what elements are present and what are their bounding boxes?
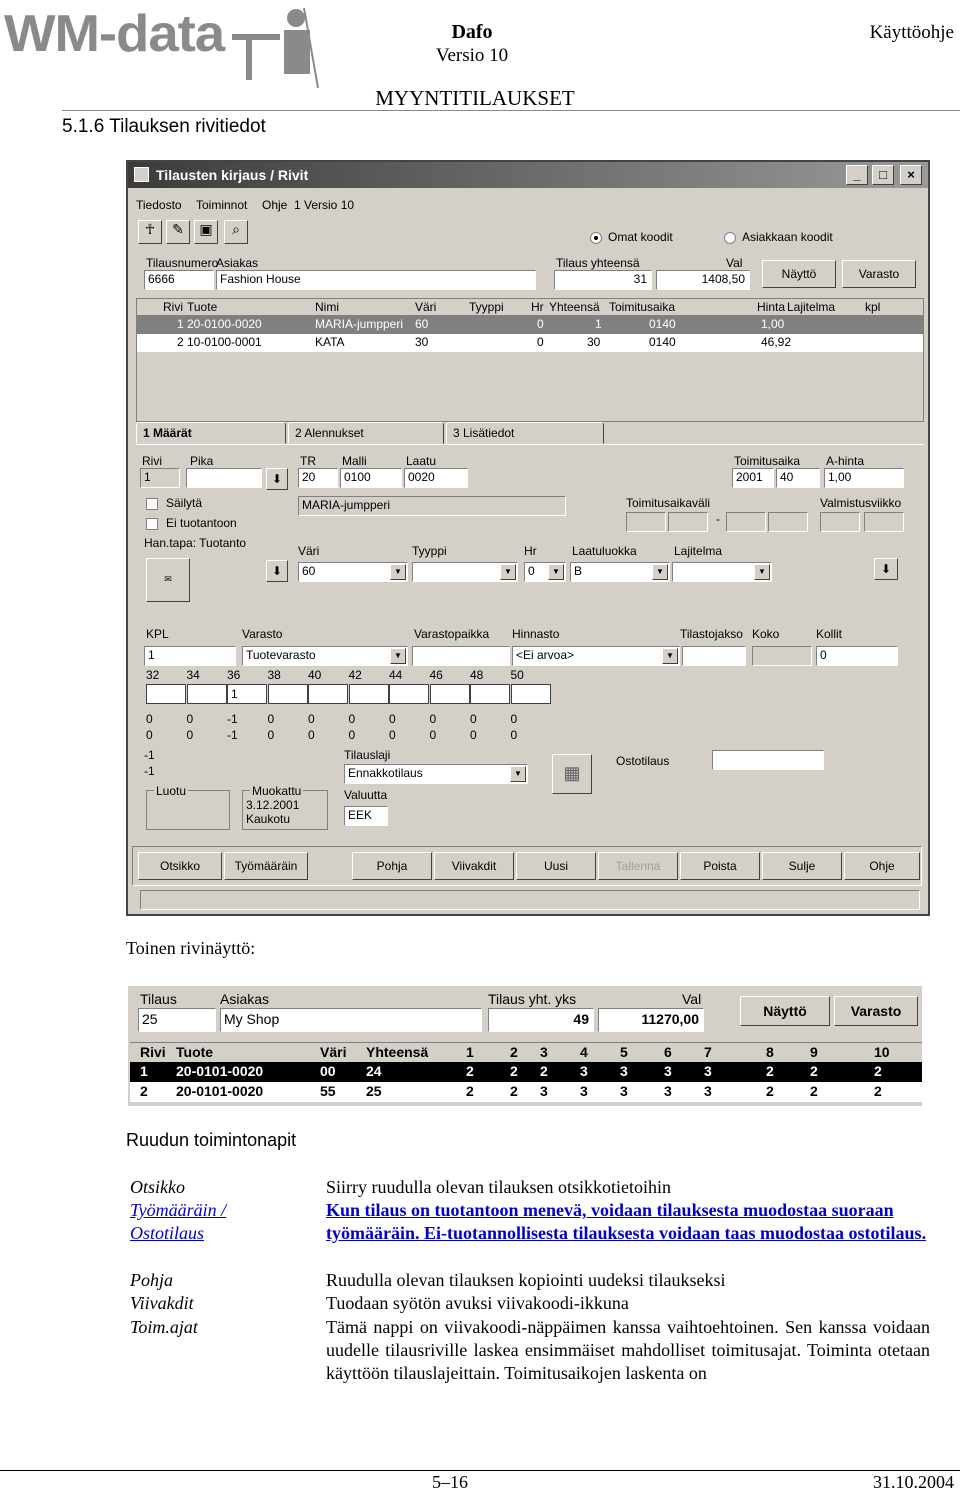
col-tuote: Tuote (187, 300, 218, 314)
grid2-cell: Väri (320, 1044, 347, 1060)
grid2-cell: 7 (704, 1044, 712, 1060)
col-lajitelma: Lajitelma (787, 300, 836, 314)
lajitelma-label: Lajitelma (674, 544, 723, 558)
vari-value: 60 (302, 564, 316, 578)
col-rivi: Rivi (163, 300, 183, 314)
poista-button[interactable]: Poista (680, 852, 760, 880)
grid2-cell: Tuote (176, 1044, 214, 1060)
grid2-cell: 3 (664, 1063, 672, 1079)
size-cell: 46 (429, 668, 443, 682)
size-cell: 0 (267, 712, 275, 726)
sailyta-label: Säilytä (166, 496, 203, 510)
lajitelma-dropdown[interactable] (672, 562, 772, 582)
ostotilaus-field[interactable] (712, 750, 824, 770)
person-icon[interactable]: ☥ (138, 220, 162, 244)
tilauslaji-dropdown[interactable] (344, 764, 528, 784)
tyomaarain-button[interactable]: Työmääräin (224, 852, 308, 880)
grid2-row-2[interactable] (130, 1082, 922, 1102)
size-cell: 0 (348, 712, 356, 726)
ei-tuotantoon-label: Ei tuotantoon (166, 516, 237, 530)
chevron-down-icon: ▼ (662, 648, 678, 664)
maximize-button[interactable]: □ (872, 165, 894, 185)
grid2-cell: 3 (540, 1044, 548, 1060)
toimitusaika-year-field[interactable]: 2001 (732, 468, 774, 488)
cell: 20-0100-0020 (187, 317, 262, 331)
grid2-cell: 1 (140, 1063, 148, 1079)
ei-tuotantoon-checkbox[interactable] (146, 518, 158, 530)
app-icon (134, 167, 149, 182)
grid2-cell: 2 (540, 1063, 548, 1079)
pika-field[interactable] (186, 468, 262, 488)
grid2-cell: 6 (664, 1044, 672, 1060)
laatuluokka-label: Laatuluokka (572, 544, 637, 558)
viivakdit-button[interactable]: Viivakdit (434, 852, 514, 880)
muokattu-date: 3.12.2001 (246, 798, 300, 812)
col-kpl: kpl (865, 300, 881, 314)
size-cell: 0 (389, 712, 396, 726)
grid2-cell: 25 (366, 1083, 382, 1099)
download-arrow-icon[interactable]: ⬇ (266, 468, 288, 490)
rows-grid[interactable] (136, 298, 924, 422)
size-cell: 0 (429, 728, 437, 742)
malli-field[interactable]: 0100 (340, 468, 402, 488)
size-qty-cell[interactable] (268, 684, 308, 704)
size-qty-cell[interactable] (470, 684, 510, 704)
toimitusaikavali-4 (768, 512, 808, 532)
valuutta-field[interactable]: EEK (344, 806, 388, 826)
second-view-panel (128, 986, 922, 1106)
window-title: Tilausten kirjaus / Rivit (156, 167, 309, 183)
doc-type: Käyttöohje (869, 22, 954, 43)
desc-tyomaarain[interactable]: Kun tilaus on tuotantoon menevä, voidaan tilauksesta muodostaa suoraan työmääräin. Ei-tuotannollisesta tilauksesta voidaan taas muodostaa ostotilaus. (326, 1200, 927, 1243)
tyyppi-label: Tyyppi (412, 544, 447, 558)
size-cell: 0 (186, 712, 194, 726)
varasto-label: Varasto (242, 627, 283, 641)
term-viivakdit: Viivakdit (130, 1293, 194, 1313)
valmistusviikko-label: Valmistusviikko (820, 496, 902, 510)
footer-rule (0, 1470, 960, 1471)
section-title: MYYNTITILAUKSET (375, 86, 575, 110)
vari-dropdown[interactable] (298, 562, 408, 582)
grid2-cell: 2 (810, 1063, 818, 1079)
size-cell: 0 (267, 728, 275, 742)
grid2-cell: 3 (620, 1083, 628, 1099)
tilauslaji-label: Tilauslaji (344, 748, 391, 762)
size-cell: 0 (429, 712, 437, 726)
laatuluokka-value: B (574, 564, 583, 578)
negative-1: -1 (144, 748, 155, 762)
grid2-cell: 2 (140, 1083, 148, 1099)
val-field-2: 11270,00 (598, 1008, 704, 1032)
size-qty-cell[interactable] (389, 684, 429, 704)
cell: KATA (315, 335, 345, 349)
download-arrow-icon[interactable]: ⬇ (874, 558, 898, 580)
grid2-cell: 3 (580, 1063, 588, 1079)
tilaus-stamp-icon[interactable]: ✉ (146, 558, 190, 602)
rivi-label: Rivi (142, 454, 162, 468)
tilaus-label: Tilaus (140, 991, 177, 1007)
malli-label: Malli (342, 454, 367, 468)
cell: 0 (537, 335, 544, 349)
tab-maarat[interactable]: 1 Määrät (136, 422, 286, 444)
cell: 46,92 (761, 335, 792, 349)
logo-figure-icon (226, 4, 320, 90)
tallenna-button[interactable]: Tallenna (598, 852, 678, 880)
laatu-field[interactable]: 0020 (404, 468, 468, 488)
ostotilaus-label: Ostotilaus (616, 754, 670, 768)
stock-button[interactable]: Varasto (842, 260, 916, 288)
valmistusviikko-1 (820, 512, 860, 532)
varastopaikka-field[interactable] (412, 646, 510, 666)
size-qty-cell[interactable] (146, 684, 186, 704)
chevron-down-icon: ▼ (754, 564, 770, 580)
col-hinta: Hinta (757, 300, 786, 314)
close-button[interactable]: × (900, 165, 922, 185)
cell: 60 (415, 317, 429, 331)
laatuluokka-dropdown[interactable] (570, 562, 670, 582)
toimitusaika-week-field[interactable]: 40 (776, 468, 820, 488)
desc-viivakdit: Tuodaan syötön avuksi viivakoodi-ikkuna (326, 1293, 629, 1313)
grid2-cell: 2 (466, 1063, 474, 1079)
tilaus-field[interactable]: 25 (138, 1008, 216, 1032)
cell: MARIA-jumpperi (315, 317, 404, 331)
total-field: 31 (554, 270, 652, 290)
total-field-2: 49 (488, 1008, 594, 1032)
product-name: Dafo (451, 21, 493, 43)
order-no-field[interactable]: 6666 (144, 270, 214, 290)
grid-row-1[interactable] (137, 316, 923, 334)
tab-alennukset[interactable]: 2 Alennukset (288, 422, 444, 444)
toimitusaikavali-2 (668, 512, 708, 532)
show-button-2[interactable]: Näyttö (740, 996, 830, 1026)
size-cell: 50 (510, 668, 524, 682)
total-label-2: Tilaus yht. yks (488, 991, 577, 1007)
grid-row-2[interactable] (137, 334, 923, 352)
grid2-cell: 1 (466, 1044, 474, 1060)
grid2-cell: Yhteensä (366, 1044, 429, 1060)
grid2-cell: 9 (810, 1044, 818, 1060)
product-name-field: MARIA-jumpperi (298, 496, 566, 516)
kpl-field[interactable]: 1 (144, 646, 236, 666)
size-cell: -1 (227, 712, 238, 726)
kpl-label: KPL (146, 627, 169, 641)
cell: 0140 (649, 335, 676, 349)
page-number: 5–16 (432, 1472, 468, 1492)
size-cell: -1 (227, 728, 238, 742)
pohja-button[interactable]: Pohja (352, 852, 432, 880)
size-cell: 44 (389, 668, 403, 682)
size-cell: 0 (389, 728, 396, 742)
tr-label: TR (300, 454, 316, 468)
term-pohja: Pohja (130, 1270, 173, 1290)
kollit-label: Kollit (816, 627, 843, 641)
grid2-row-1[interactable] (130, 1062, 922, 1082)
size-cell: 0 (348, 728, 356, 742)
own-codes-radio[interactable] (590, 232, 602, 244)
grid2-cell: Rivi (140, 1044, 166, 1060)
col-vari: Väri (415, 300, 437, 314)
grid2-cell: 3 (664, 1083, 672, 1099)
cell: 0 (537, 317, 544, 331)
grid2-cell: 3 (580, 1083, 588, 1099)
grid2-cell: 2 (874, 1063, 882, 1079)
chevron-down-icon: ▼ (390, 648, 406, 664)
cell: 10-0100-0001 (187, 335, 262, 349)
toimitusaikavali-label: Toimitusaikaväli (626, 496, 711, 510)
term-tyomaarain[interactable]: Työmääräin / (130, 1200, 227, 1220)
varasto-dropdown[interactable] (242, 646, 408, 666)
order-rows-window (126, 160, 930, 916)
cell: 1,00 (761, 317, 785, 331)
size-qty-cell[interactable] (187, 684, 227, 704)
grid2-cell: 4 (580, 1044, 588, 1060)
show-button[interactable]: Näyttö (762, 260, 836, 288)
grid2-cell: 3 (704, 1083, 712, 1099)
asiakas-label: Asiakas (220, 991, 270, 1007)
customer-codes-label: Asiakkaan koodit (742, 230, 833, 244)
customer-field[interactable]: Fashion House (216, 270, 536, 290)
grid2-cell: 55 (320, 1083, 336, 1099)
range-dash: - (716, 512, 720, 526)
header-rule (62, 110, 960, 111)
size-cell: 42 (348, 668, 362, 682)
size-qty-cell[interactable]: 1 (227, 684, 267, 704)
grid2-cell: 20-0101-0020 (176, 1083, 264, 1099)
currency-value-field: 1408,50 (656, 270, 750, 290)
toimitusaika-label: Toimitusaika (734, 454, 801, 468)
size-qty-cell[interactable] (430, 684, 470, 704)
grid2-cell: 3 (704, 1063, 712, 1079)
term-ostotilaus[interactable]: Ostotilaus (130, 1223, 205, 1243)
size-matrix (146, 668, 556, 748)
own-codes-label: Omat koodit (608, 230, 673, 244)
koko-field (752, 646, 812, 666)
customer-codes-radio[interactable] (724, 232, 736, 244)
buttons-section-title: Ruudun toimintonapit (126, 1130, 297, 1150)
hinnasto-value: <Ei arvoa> (516, 648, 575, 662)
hr-value: 0 (528, 564, 535, 578)
grid2-cell: 2 (466, 1083, 474, 1099)
size-cell: 32 (146, 668, 160, 682)
desc-otsikko: Siirry ruudulla olevan tilauksen otsikkotietoihin (326, 1177, 671, 1197)
uusi-button[interactable]: Uusi (516, 852, 596, 880)
muokattu-user: Kaukotu (246, 812, 291, 826)
order-no-label: Tilausnumero (146, 256, 219, 270)
note-icon[interactable]: ✎ (166, 220, 190, 244)
size-cell: 36 (227, 668, 241, 682)
koko-label: Koko (752, 627, 780, 641)
section-heading: 5.1.6 Tilauksen rivitiedot (62, 116, 266, 137)
menu-tiedosto[interactable]: Tiedosto (136, 198, 182, 212)
hr-dropdown[interactable] (524, 562, 566, 582)
size-cell: 0 (510, 728, 518, 742)
second-view-title: Toinen rivinäyttö: (126, 938, 256, 958)
negative-2: -1 (144, 764, 155, 778)
pika-label: Pika (190, 454, 214, 468)
hantapa-label: Han.tapa: Tuotanto (144, 536, 247, 550)
toimitusaikavali-1 (626, 512, 666, 532)
grid2-header (130, 1042, 922, 1062)
tab-lisatiedot[interactable]: 3 Lisätiedot (446, 422, 604, 444)
cell: 0140 (649, 317, 676, 331)
cell: 30 (415, 335, 429, 349)
otsikko-button[interactable]: Otsikko (138, 852, 222, 880)
grid2-cell: 2 (766, 1083, 774, 1099)
size-qty-cell[interactable] (511, 684, 551, 704)
menu-version[interactable]: 1 Versio 10 (294, 198, 355, 212)
grid2-cell: 3 (620, 1063, 628, 1079)
size-cell: 0 (308, 728, 315, 742)
size-cell: 0 (146, 712, 153, 726)
size-qty-cell[interactable] (308, 684, 348, 704)
rivi-field: 1 (140, 468, 180, 488)
grid2-cell: 2 (874, 1083, 882, 1099)
size-cell: 0 (186, 728, 194, 742)
size-cell: 40 (308, 668, 322, 682)
val-label-2: Val (682, 991, 702, 1007)
grid2-cell: 20-0101-0020 (176, 1063, 264, 1079)
grid2-cell: 8 (766, 1044, 774, 1060)
chevron-down-icon: ▼ (500, 564, 516, 580)
grid-layout-icon[interactable]: ▦ (552, 754, 592, 794)
grid2-cell: 2 (510, 1044, 518, 1060)
binoculars-icon[interactable]: ⌕ (224, 220, 248, 244)
grid-header (137, 299, 923, 316)
size-cell: 34 (186, 668, 200, 682)
wm-data-logo: WM-data (4, 5, 225, 63)
download-arrow-icon[interactable]: ⬇ (266, 560, 288, 582)
shirt-icon[interactable]: ▣ (194, 220, 218, 244)
col-nimi: Nimi (315, 300, 339, 314)
grid2-cell: 2 (766, 1063, 774, 1079)
menu-toiminnot[interactable]: Toiminnot (196, 198, 248, 212)
sulje-button[interactable]: Sulje (762, 852, 842, 880)
ahinta-field[interactable]: 1,00 (824, 468, 904, 488)
col-hr: Hr (531, 300, 544, 314)
col-tyyppi: Tyyppi (469, 300, 504, 314)
term-toimajat: Toim.ajat (130, 1317, 198, 1337)
chevron-down-icon: ▼ (510, 766, 526, 782)
col-yhteensa: Yhteensä (549, 300, 600, 314)
status-bar (140, 890, 920, 910)
col-toimitusaika: Toimitusaika (609, 300, 676, 314)
size-cell: 0 (146, 728, 153, 742)
kollit-field[interactable]: 0 (816, 646, 898, 666)
valuutta-label: Valuutta (344, 788, 388, 802)
minimize-button[interactable]: _ (846, 165, 868, 185)
grid-empty-area (137, 352, 923, 421)
hinnasto-label: Hinnasto (512, 627, 560, 641)
chevron-down-icon: ▼ (652, 564, 668, 580)
menu-ohje[interactable]: Ohje (262, 198, 288, 212)
grid2-cell: 00 (320, 1063, 336, 1079)
tilastojakso-field[interactable] (682, 646, 746, 666)
ahinta-label: A-hinta (826, 454, 865, 468)
grid2-cell: 2 (810, 1083, 818, 1099)
toimitusaikavali-3 (726, 512, 766, 532)
term-otsikko: Otsikko (130, 1177, 185, 1197)
stock-button-2[interactable]: Varasto (834, 996, 918, 1026)
sailyta-checkbox[interactable] (146, 498, 158, 510)
tr-field[interactable]: 20 (298, 468, 338, 488)
cell: 1 (595, 317, 602, 331)
grid2-cell: 10 (874, 1044, 890, 1060)
cell: 2 (177, 335, 184, 349)
vari-label: Väri (298, 544, 320, 558)
hr-label: Hr (524, 544, 537, 558)
footer-date: 31.10.2004 (873, 1472, 954, 1492)
muokattu-label: Muokattu (252, 784, 302, 798)
grid2-cell: 2 (510, 1063, 518, 1079)
customer-label: Asiakas (216, 256, 259, 270)
cell: 1 (177, 317, 184, 331)
tyyppi-dropdown[interactable] (412, 562, 518, 582)
size-cell: 0 (510, 712, 518, 726)
total-label: Tilaus yhteensä (556, 256, 640, 270)
grid2-cell: 2 (510, 1083, 518, 1099)
cell: 30 (587, 335, 601, 349)
grid2-cell: 24 (366, 1063, 382, 1079)
varastopaikka-label: Varastopaikka (414, 627, 490, 641)
valmistusviikko-2 (864, 512, 904, 532)
luotu-label: Luotu (156, 784, 187, 798)
size-cell: 38 (267, 668, 281, 682)
asiakas-field[interactable]: My Shop (220, 1008, 482, 1032)
desc-pohja: Ruudulla olevan tilauksen kopiointi uudeksi tilaukseksi (326, 1270, 726, 1290)
window-titlebar (128, 162, 928, 188)
varasto-value: Tuotevarasto (246, 648, 316, 662)
size-cell: 0 (308, 712, 315, 726)
desc-toimajat: Tämä nappi on viivakoodi-näppäimen kanssa vaihtoehtoinen. Sen kanssa voidaan uudelle tilausriville laskea ensimmäiset mahdolliset toimitusajat. Toiminta otetaan käyttöön tilauslajeittain. Toimitusaikojen laskenta on (326, 1317, 930, 1383)
size-qty-cell[interactable] (349, 684, 389, 704)
grid2-cell: 5 (620, 1044, 628, 1060)
grid2-cell: 3 (540, 1083, 548, 1099)
tilauslaji-value: Ennakkotilaus (348, 766, 423, 780)
product-version: Versio 10 (435, 45, 509, 66)
chevron-down-icon: ▼ (548, 564, 564, 580)
currency-label: Val (726, 256, 743, 270)
chevron-down-icon: ▼ (390, 564, 406, 580)
size-cell: 0 (470, 728, 477, 742)
hinnasto-dropdown[interactable] (512, 646, 680, 666)
size-cell: 0 (470, 712, 477, 726)
ohje-button[interactable]: Ohje (844, 852, 920, 880)
laatu-label: Laatu (406, 454, 437, 468)
tilastojakso-label: Tilastojakso (680, 627, 743, 641)
size-cell: 48 (470, 668, 484, 682)
